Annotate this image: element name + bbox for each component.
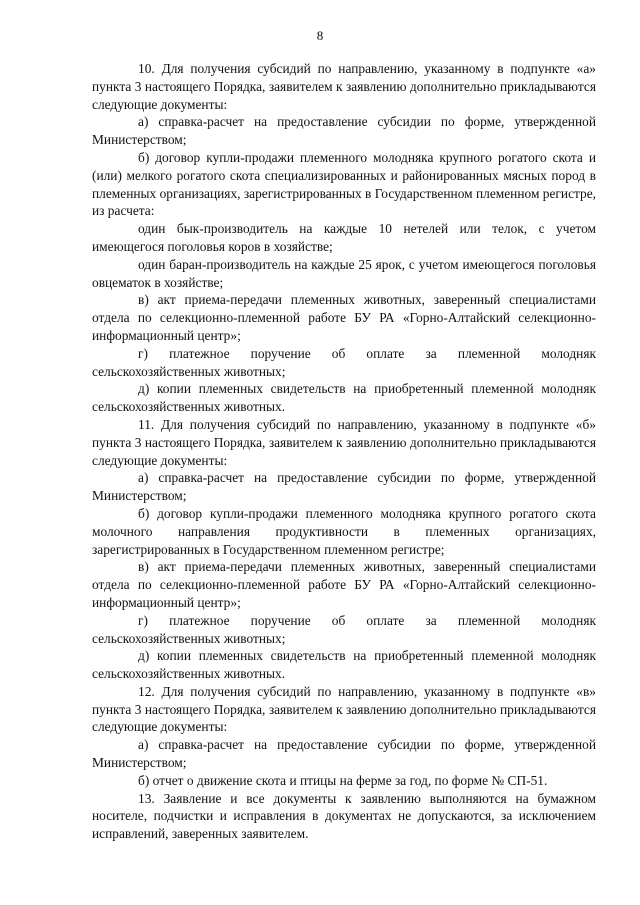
paragraph-11-v: в) акт приема-передачи племенных животных, заверенный специалистами отдела по селекционно-племенной работе БУ РА «Горно-Алтайский селекционно-информационный центр»; — [92, 559, 596, 610]
page-number: 8 — [316, 28, 324, 43]
paragraph-12: 12. Для получения субсидий по направлению, указанному в подпункте «в» пункта 3 настоящего Порядка, заявителем к заявлению дополнительно прикладываются следующие документы: — [92, 683, 596, 735]
paragraph-10-v: в) акт приема-передачи племенных животных, заверенный специалистами отдела по селекционно-племенной работе БУ РА «Горно-Алтайский селекционно-информационный центр»; — [92, 292, 596, 343]
paragraph-11: 11. Для получения субсидий по направлению, указанному в подпункте «б» пункта 3 настоящего Порядка, заявителем к заявлению дополнительно прикладываются следующие документы: — [92, 416, 596, 468]
paragraph-12-b: б) отчет о движение скота и птицы на ферме за год, по форме № СП-51. — [138, 772, 548, 788]
paragraph-10-g: г) платежное поручение об оплате за племенной молодняк сельскохозяйственных животных; — [92, 345, 596, 379]
paragraph-10-d: д) копии племенных свидетельств на приобретенный племенной молодняк сельскохозяйственных животных. — [92, 381, 596, 415]
paragraph-11-b: б) договор купли-продажи племенного молодняка крупного рогатого скота молочного направления продуктивности в племенных организациях, зарегистрированных в Государственном племенном регистре; — [92, 505, 596, 557]
paragraph-11-a: а) справка-расчет на предоставление субсидии по форме, утвержденной Министерством; — [92, 470, 596, 504]
document-body — [92, 60, 596, 843]
paragraph-10-b: б) договор купли-продажи племенного молодняка крупного рогатого скота и (или) мелкого рогатого скота специализированных и районированных мясных пород в племенных организациях, зарегистрированных в Государственном племенном регистре, из расчета: — [92, 149, 597, 219]
paragraph-10: 10. Для получения субсидий по направлению, указанному в подпункте «а» пункта 3 настоящего Порядка, заявителем к заявлению дополнительно прикладываются следующие документы: — [92, 61, 596, 112]
paragraph-10-b-ram: один баран-производитель на каждые 25 ярок, с учетом имеющегося поголовья овцематок в хозяйстве; — [92, 256, 596, 290]
paragraph-12-a: а) справка-расчет на предоставление субсидии по форме, утвержденной Министерством; — [92, 737, 596, 771]
paragraph-13: 13. Заявление и все документы к заявлению выполняются на бумажном носителе, подчистки и исправления в документах не допускаются, за исключением исправлений, заверенных заявителем. — [92, 790, 596, 842]
paragraph-10-a: а) справка-расчет на предоставление субсидии по форме, утвержденной Министерством; — [92, 114, 596, 148]
paragraph-11-d: д) копии племенных свидетельств на приобретенный племенной молодняк сельскохозяйственных животных. — [92, 648, 596, 682]
paragraph-10-b-bull: один бык-производитель на каждые 10 нетелей или телок, с учетом имеющегося поголовья коров в хозяйстве; — [92, 221, 596, 254]
paragraph-11-g: г) платежное поручение об оплате за племенной молодняк сельскохозяйственных животных; — [92, 612, 596, 646]
